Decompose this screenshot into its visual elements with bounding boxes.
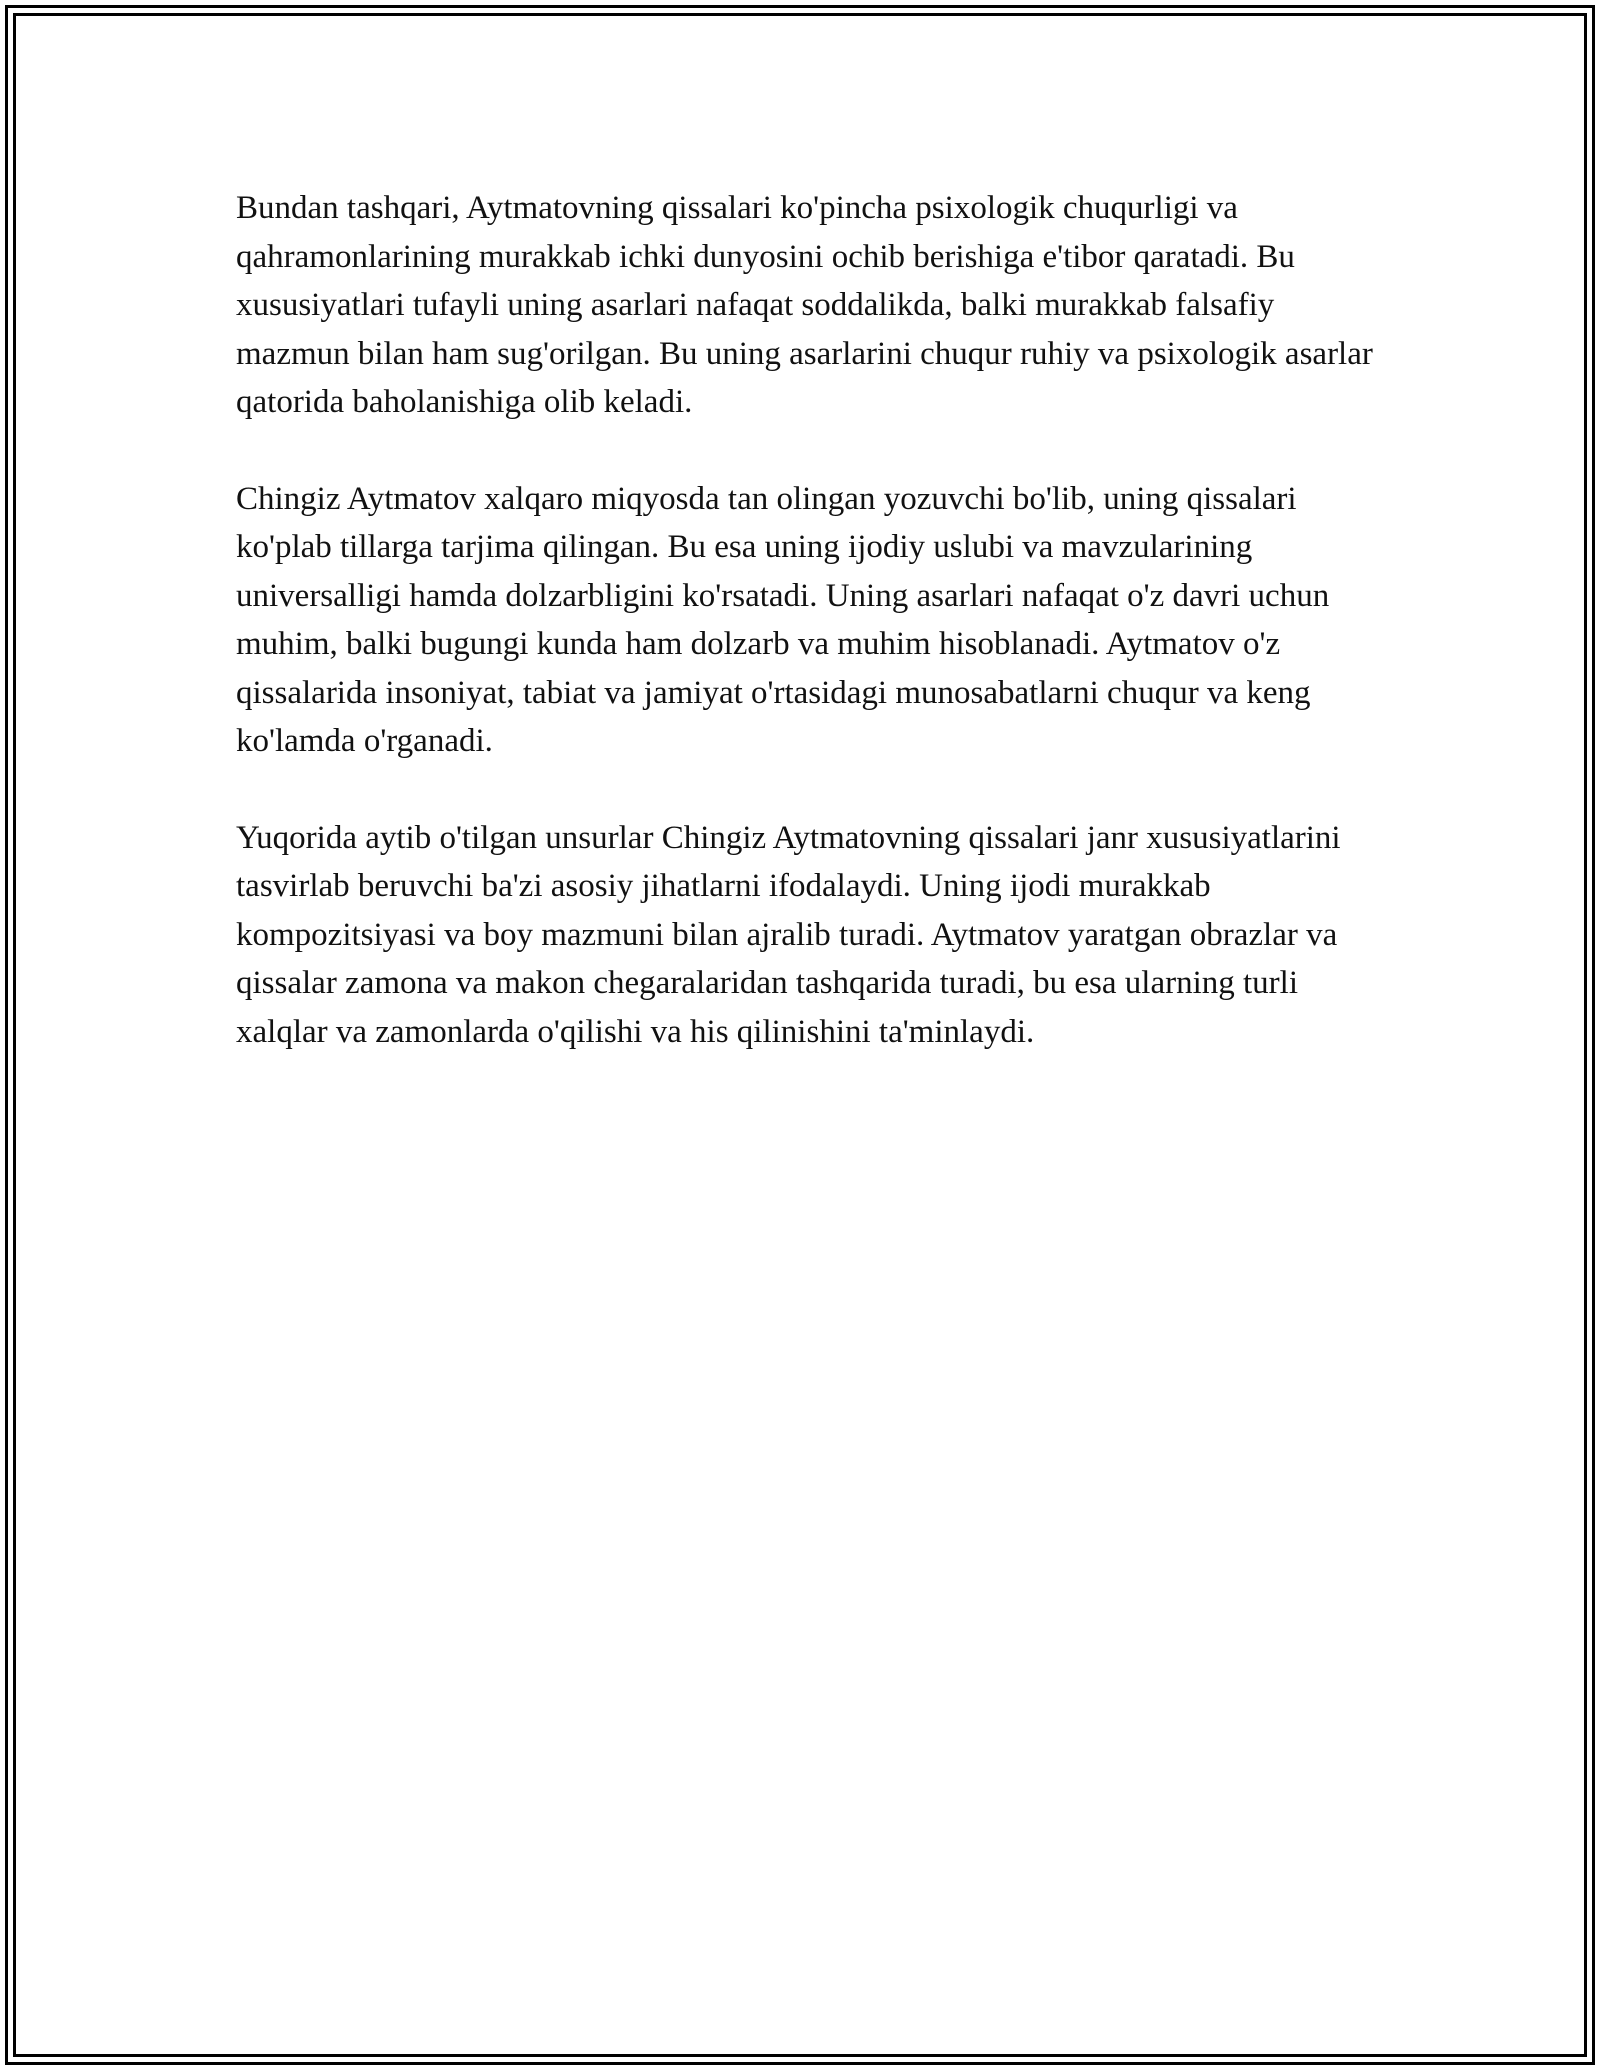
paragraph-3: Yuqorida aytib o'tilgan unsurlar Chingiz Aytmatovning qissalari janr xususiyatlarini tasvirlab beruvchi ba'zi asosiy jihatlarni ifodalaydi. Uning ijodi murakkab kompozitsiyasi va boy mazmuni bilan ajralib turadi. Aytmatov yaratgan obrazlar va qissalar zamona va makon chegaralaridan tashqarida turadi, bu esa ularning turli xalqlar va zamonlarda o'qilishi va his qilinishini ta'minlaydi.: [236, 819, 1341, 1050]
paragraph-1: Bundan tashqari, Aytmatovning qissalari ko'pincha psixologik chuqurligi va qahramonlarining murakkab ichki dunyosini ochib berishiga e'tibor qaratadi. Bu xususiyatlari tufayli uning asarlari nafaqat soddalikda, balki murakkab falsafiy mazmun bilan ham sug'orilgan. Bu uning asarlarini chuqur ruhiy va psixologik asarlar qatorida baholanishiga olib keladi.: [236, 190, 1373, 420]
paragraph-2: Chingiz Aytmatov xalqaro miqyosda tan olingan yozuvchi bo'lib, uning qissalari ko'plab tillarga tarjima qilingan. Bu esa uning ijodiy uslubi va mavzularining universalligi hamda dolzarbligini ko'rsatadi. Uning asarlari nafaqat o'z davri uchun muhim, balki bugungi kunda ham dolzarb va muhim hisoblanadi. Aytmatov o'z qissalarida insoniyat, tabiat va jamiyat o'rtasidagi munosabatlarni chuqur va keng ko'lamda o'rganadi.: [236, 480, 1330, 759]
document-body: [236, 184, 1376, 1104]
